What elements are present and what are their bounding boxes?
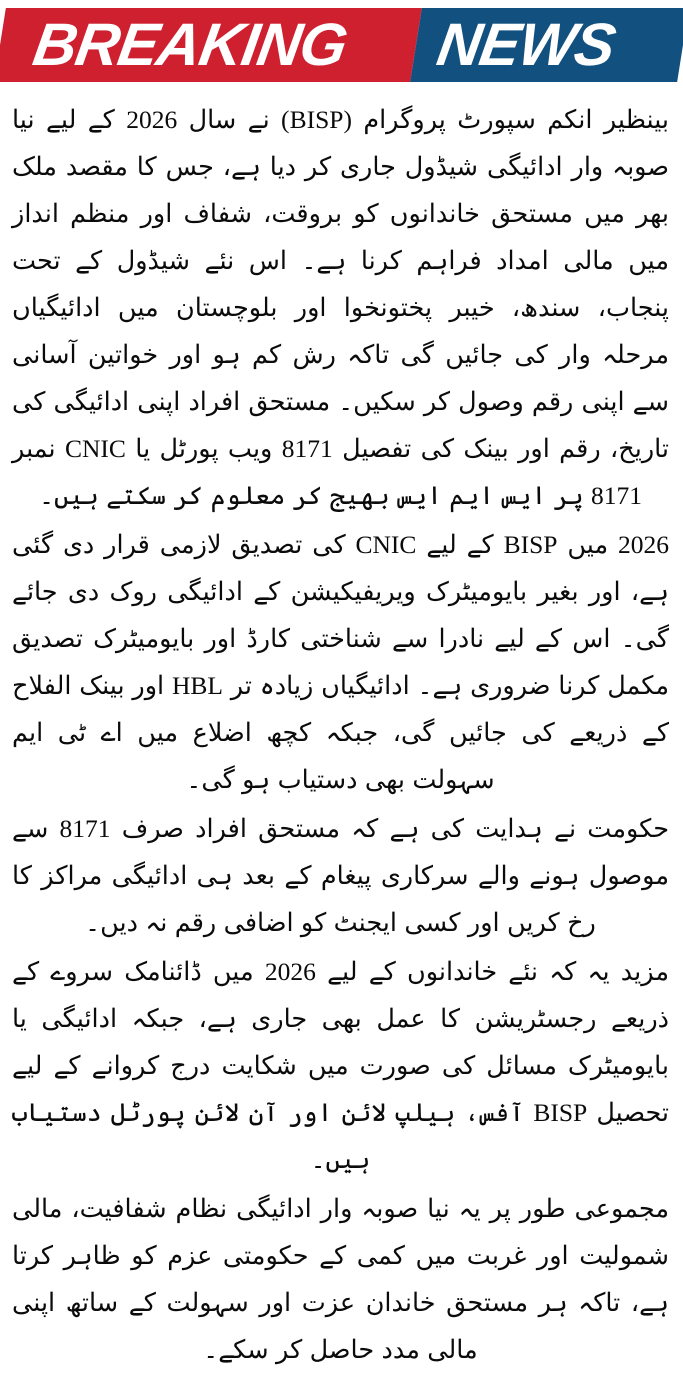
banner-blue-panel xyxy=(410,8,683,82)
article-paragraph-4: مزید یہ کہ نئے خاندانوں کے لیے 2026 میں ڈائنامک سروے کے ذریعے رجسٹریشن کا عمل بھی جاری ہے، جبکہ ادائیگی یا بایومیٹرک مسائل کی صورت میں شکایت درج کروانے کے لیے تحصیل BISP آفس، ہیلپ لائن اور آن لائن پورٹل دستیاب ہیں۔ xyxy=(12,957,669,1174)
banner-skew-group xyxy=(0,8,683,82)
article-paragraph-2: 2026 میں BISP کے لیے CNIC کی تصدیق لازمی قرار دی گئی ہے، اور بغیر بایومیٹرک ویریفیکیشن کے ادائیگی روک دی جائے گی۔ اس کے لیے نادرا سے شناختی کارڈ اور بایومیٹرک تصدیق مکمل کرنا ضروری ہے۔ ادائیگیاں زیادہ تر HBL اور بینک الفلاح کے ذریعے کی جائیں گی، جبکہ کچھ اضلاع میں اے ٹی ایم سہولت بھی دستیاب ہو گی۔ xyxy=(12,530,670,794)
article-paragraph-1: بینظیر انکم سپورٹ پروگرام (BISP) نے سال 2026 کے لیے نیا صوبہ وار ادائیگی شیڈول جاری کر دیا ہے، جس کا مقصد ملک بھر میں مستحق خاندانوں کو بروقت، شفاف اور منظم انداز میں مالی امداد فراہم کرنا ہے۔ اس نئے شیڈول کے تحت پنجاب، سندھ، خیبر پختونخوا اور بلوچستان میں ادائیگیاں مرحلہ وار کی جائیں گی تاکہ رش کم ہو اور خواتین آسانی سے اپنی رقم وصول کر سکیں۔ مستحق افراد اپنی ادائیگی کی تاریخ، رقم اور بینک کی تفصیل 8171 ویب پورٹل یا CNIC نمبر 8171 پر ایس ایم ایس بھیج کر معلوم کر سکتے ہیں۔ xyxy=(12,105,669,510)
article-paragraph-3: حکومت نے ہدایت کی ہے کہ مستحق افراد صرف 8171 سے موصول ہونے والے سرکاری پیغام کے بعد ہی ادائیگی مراکز کا رخ کریں اور کسی ایجنٹ کو اضافی رقم نہ دیں۔ xyxy=(12,814,670,937)
article-body xyxy=(0,94,683,1373)
banner-breaking-label: BREAKING xyxy=(28,11,352,78)
breaking-news-banner xyxy=(0,0,683,94)
article-paragraph-5: مجموعی طور پر یہ نیا صوبہ وار ادائیگی نظام شفافیت، مالی شمولیت اور غربت میں کمی کے حکومتی عزم کو ظاہر کرتا ہے، تاکہ ہر مستحق خاندان عزت اور سہولت کے ساتھ اپنی مالی مدد حاصل کر سکے۔ xyxy=(12,1194,669,1364)
banner-red-panel xyxy=(0,8,422,82)
banner-news-label: NEWS xyxy=(432,11,620,78)
